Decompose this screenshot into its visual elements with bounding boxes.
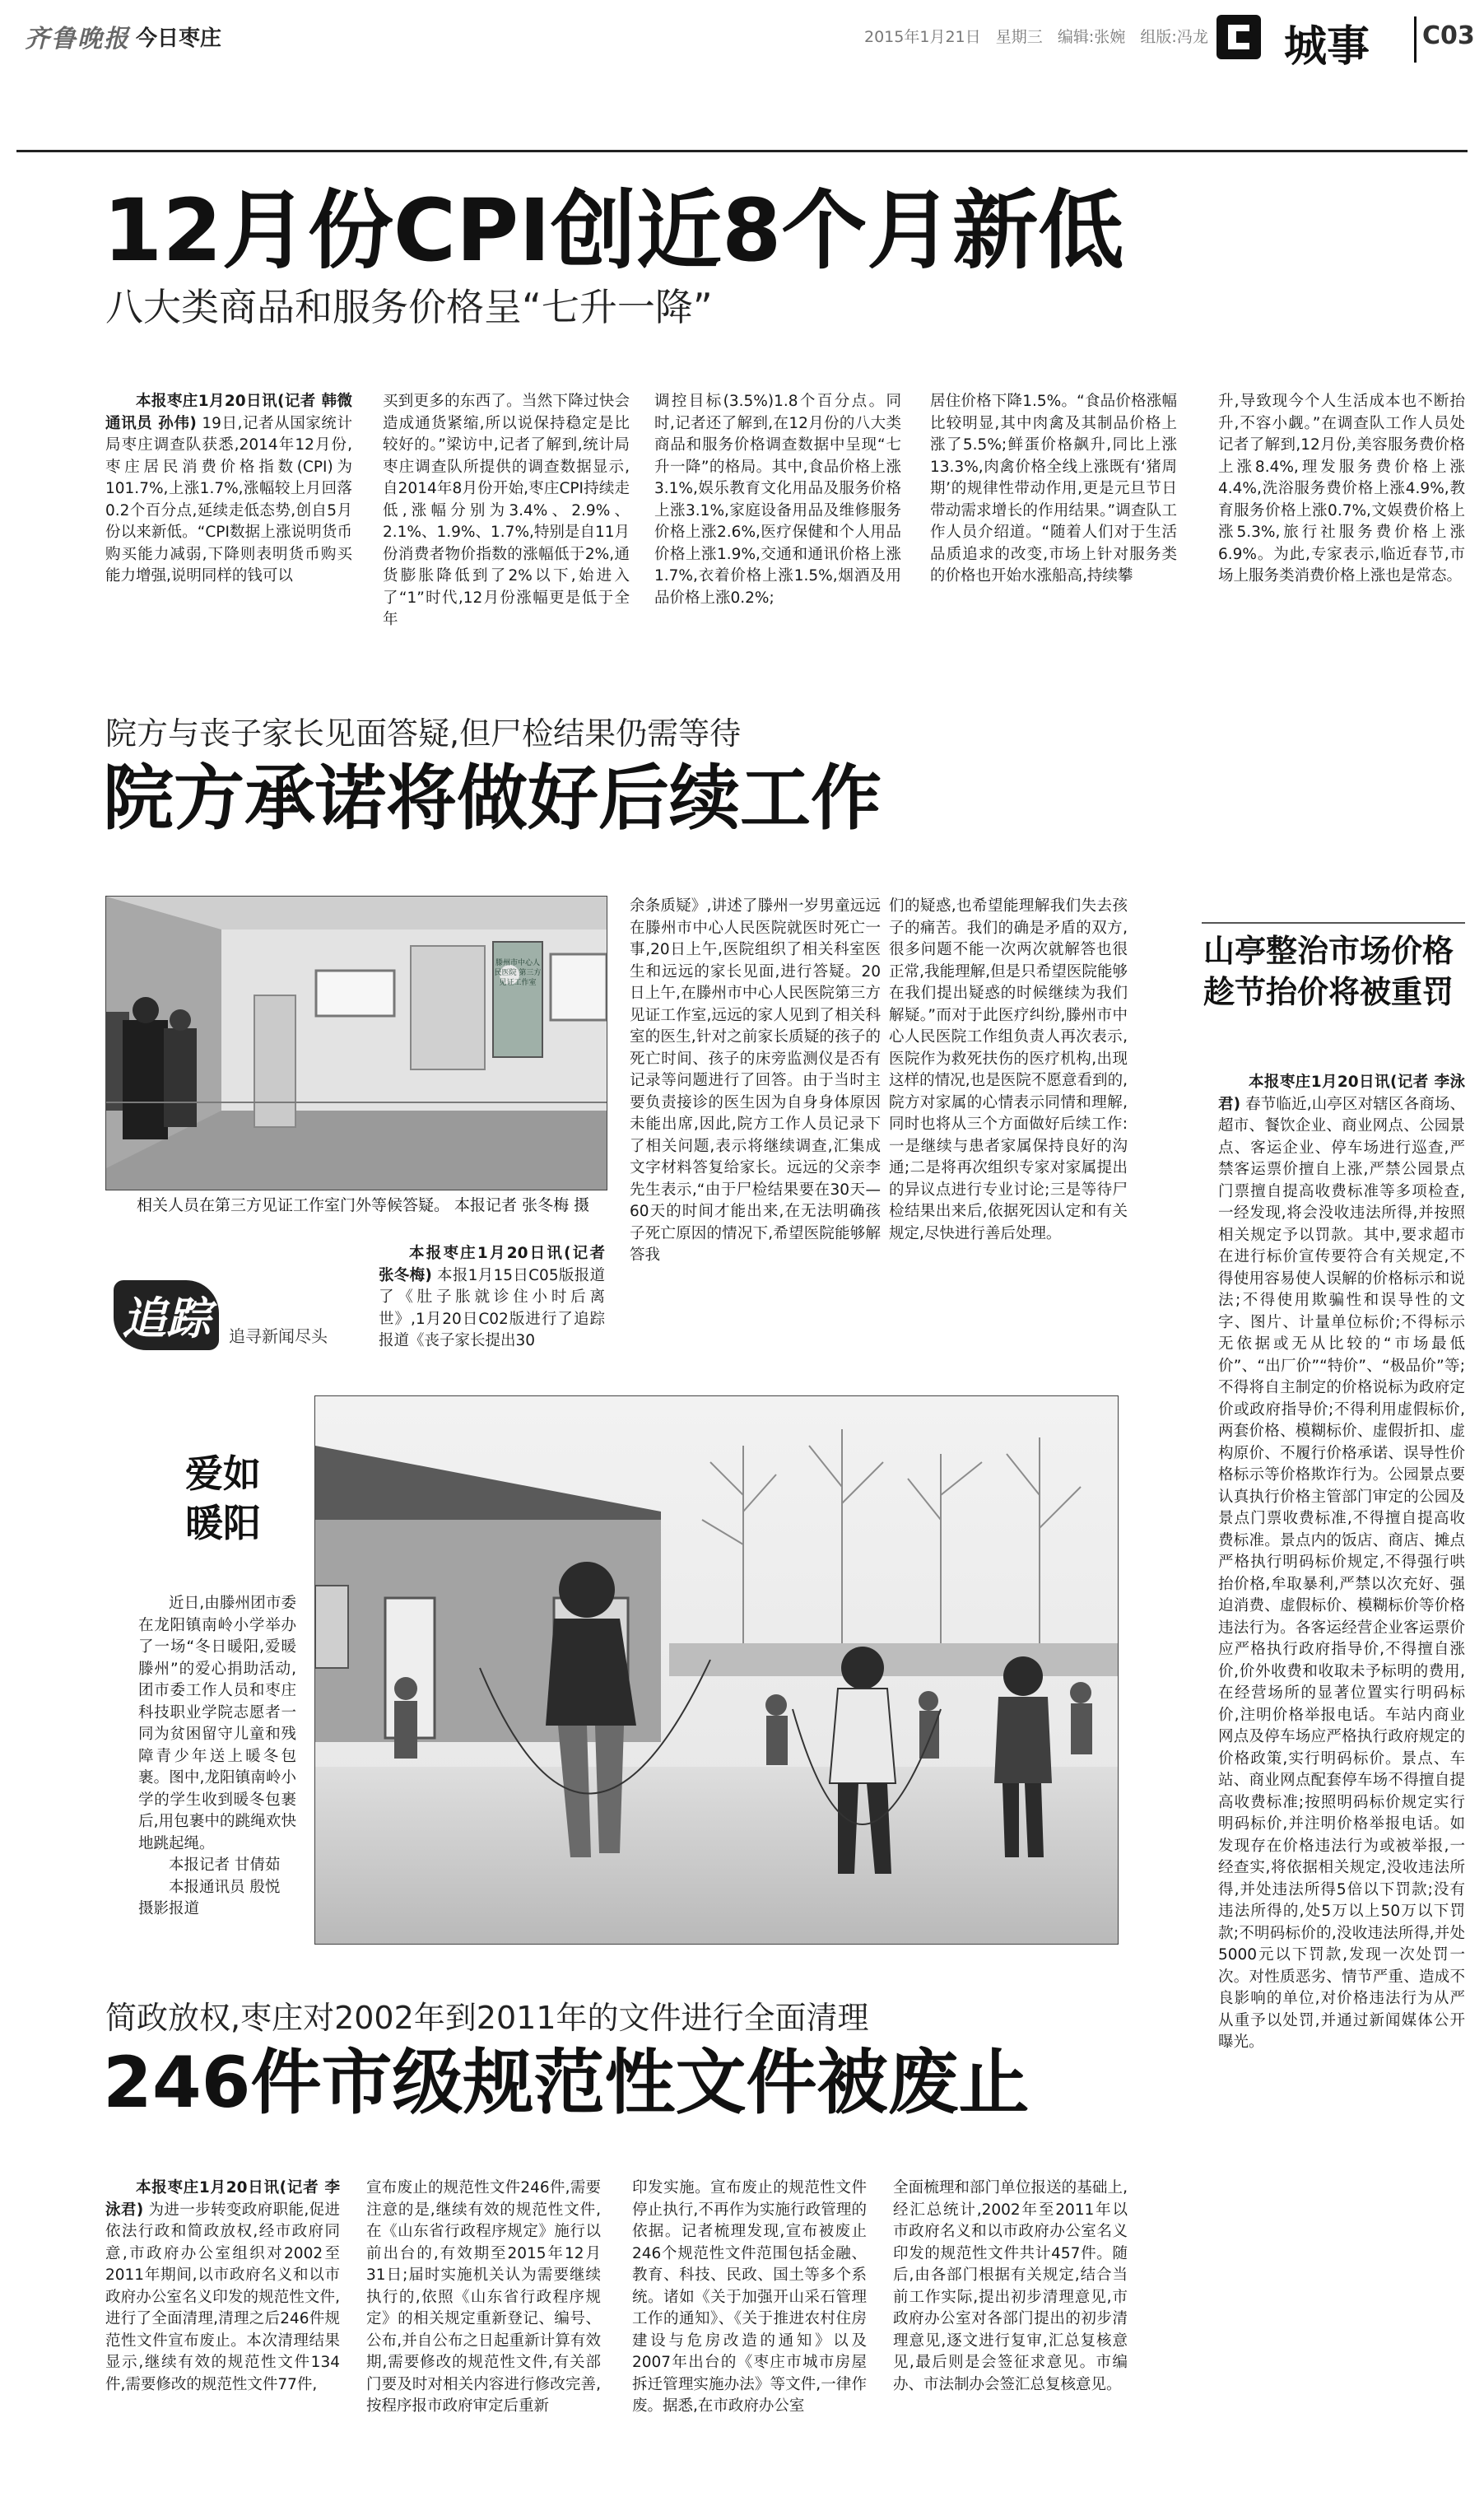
masthead-rule	[16, 150, 1468, 152]
section-title: 城事	[1284, 22, 1370, 72]
shanting-top-rule	[1202, 922, 1465, 924]
hospital-kicker: 院方与丧子家长见面答疑,但尸检结果仍需等待	[105, 715, 742, 752]
tracking-logo	[105, 1272, 369, 1354]
hospital-headline: 院方承诺将做好后续工作	[103, 757, 882, 840]
page-number: C03	[1422, 21, 1475, 50]
hospital-column-2: 余条质疑》,讲述了滕州一岁男童远远在滕州市中心人民医院就医时死亡一事,20日上午,医院组织了相关科室医生和远远的家长见面,进行答疑。20日上午,在滕州市中心人民医院第三方见证工作室,远远的家人见到了相关科室的医生,针对之前家长质疑的孩子的死亡时间、孩子的床旁监测仪是否有记录等问题进行了回答。由于当时主要负责接诊的医生因为自身身体原因未能出席,因此,院方工作人员记录下了相关问题,表示将继续调查,汇集成文字材料答复给家长。远远的父亲李先生表示,“由于尸检结果要在30天—60天的时间才能出来,在无法明确孩子死亡原因的情况下,希望医院能够解答我	[630, 897, 881, 1264]
shanting-headline-line2: 趁节抬价将被重罚	[1203, 974, 1454, 1010]
issue-editor: 编辑:张婉	[1057, 28, 1126, 46]
issue-date: 2015年1月21日	[864, 28, 981, 46]
section-name: 今日枣庄	[136, 26, 222, 51]
shanting-headline	[1203, 930, 1467, 1013]
issue-layout: 组版:冯龙	[1140, 28, 1208, 46]
warmth-credit-1: 本报记者 甘倩茹	[169, 1856, 281, 1874]
shanting-byline: 本报枣庄1月20日讯(记者 李泳君)	[1218, 1074, 1465, 1113]
issue-weekday: 星期三	[995, 28, 1043, 46]
hospital-column-1: 本报枣庄1月20日讯(记者 张冬梅) 本报1月15日C05版报道了《肚子胀就诊住小时后离世》,1月20日C02版进行了追踪报道《丧子家长提出30	[379, 1245, 605, 1349]
warmth-headline	[185, 1449, 261, 1548]
shanting-headline-line1: 山亭整治市场价格	[1203, 933, 1454, 969]
shanting-body: 本报枣庄1月20日讯(记者 李泳君) 春节临近,山亭区对辖区各商场、超市、餐饮企业、商业网点、公园景点、客运企业、停车场进行巡查,严禁客运票价擅自上涨,严禁公园景点门票擅自提高收费标准等多项检查,一经发现,将会没收违法所得,并按照相关规定予以罚款。其中,要求超市在进行标价宣传要符合有关规定,不得使用容易使人误解的价格标示和说法;不得使用欺骗性和误导性的文字、图片、计量单位标价;不得标示无依据或无从比较的“市场最低价”、“出厂价”“特价”、“极品价”等;不得将自主制定的价格说标为政府定价或政府指导价;不得利用虚假标价,两套价格、模糊标价、虚假折扣、虚构原价、不履行价格承诺、误导性价格标示等价格欺诈行为。公园景点要认真执行价格主管部门审定的公园及景点门票收费标准,不得擅自提高收费标准。景点内的饭店、商店、摊点严格执行明码标价规定,不得强行哄抬价格,牟取暴利,严禁以次充好、强迫消费、虚假标价、模糊标价等价格违法行为。各客运经营企业客运票价应严格执行政府指导价,不得擅自涨价,价外收费和收取未予标明的费用,在经营场所的显著位置实行明码标价,注明价格举报电话。车站内商业网点及停车场应严格执行政府规定的价格政策,实行明码标价。景点、车站、商业网点配套停车场不得擅自提高收费标准;按照明码标价规定实行明码标价,并注明价格举报电话。如发现存在价格违法行为或被举报,一经查实,将依据相关规定,没收违法所得,并处违法所得5倍以下罚款;没有违法所得的,处5万以上50万以下罚款;不明码标价的,没收违法所得,并处5000元以下罚款,发现一次处罚一次。对性质恶劣、情节严重、造成不良影响的单位,对价格违法行为从严从重予以处罚,并通过新闻媒体公开曝光。	[1218, 1074, 1465, 2051]
documents-column-1: 本报枣庄1月20日讯(记者 李泳君) 为进一步转变政府职能,促进依法行政和简政放权,经市政府同意,市政府办公室组织对2002至2011年期间,以市政府名义和以市政府办公室名义印发的规范性文件,进行了全面清理,清理之后246件规范性文件宣布废止。本次清理结果显示,继续有效的规范性文件134件,需要修改的规范性文件77件,	[105, 2179, 340, 2393]
documents-column-4: 全面梳理和部门单位报送的基础上,经汇总统计,2002年至2011年以市政府名义和以市政府办公室名义印发的规范性文件共计457件。随后,由各部门根据有关规定,结合当前工作实际,提出初步清理意见,市政府办公室对各部门提出的初步清理意见,逐文进行复审,汇总复核意见,最后则是会签征求意见。市编办、市法制办会签汇总复核意见。	[893, 2179, 1128, 2393]
section-flag-icon	[1217, 15, 1261, 59]
documents-headline: 246件市级规范性文件被废止	[103, 2042, 1030, 2124]
issue-info	[864, 25, 1208, 47]
paper-logo: 齐鲁晚报	[25, 25, 130, 54]
cpi-headline: 12月份CPI创近8个月新低	[103, 180, 1124, 281]
rope-skipping-photo	[314, 1395, 1119, 1945]
tracking-logo-mark: 追踪	[114, 1280, 219, 1350]
cpi-column-4: 居住价格下降1.5%。“食品价格涨幅比较明显,其中肉禽及其制品价格上涨了5.5%;鲜蛋价格飙升,同比上涨13.3%,肉禽价格全线上涨既有‘猪周期’的规律性带动作用,更是元旦节日带动需求增长的作用结果。”调查队工作人员介绍道。“随着人们对于生活品质追求的改变,市场上针对服务类的价格也开始水涨船高,持续攀	[930, 393, 1177, 585]
warmth-body: 近日,由滕州团市委在龙阳镇南岭小学举办了一场“冬日暖阳,爱暖滕州”的爱心捐助活动,团市委工作人员和枣庄科技职业学院志愿者一同为贫困留守儿童和残障青少年送上暖冬包裹。图中,龙阳镇南岭小学的学生收到暖冬包裹后,用包裹中的跳绳欢快地跳起绳。 本报记者 甘倩茹 本报通讯员 殷悦 摄影报道	[138, 1593, 296, 2054]
documents-kicker: 简政放权,枣庄对2002年到2011年的文件进行全面清理	[105, 2000, 869, 2036]
hospital-byline: 本报枣庄1月20日讯(记者 张冬梅)	[379, 1245, 605, 1284]
hospital-door-sign: 滕州市中心人民医院 第三方见证工作室	[494, 959, 542, 987]
cpi-column-2: 买到更多的东西了。当然下降过快会造成通货紧缩,所以说保持稳定是比较好的。”梁访中,记者了解到,统计局枣庄调查队所提供的调查数据显示,自2014年8月份开始,枣庄CPI持续走低,涨幅分别为3.4%、2.9%、2.1%、1.9%、1.7%,特别是自11月份消费者物价指数的涨幅低于2%,通货膨胀降低到了2%以下,始进入了“1”时代,12月份涨幅更是低于全年	[383, 393, 630, 626]
documents-column-2: 宣布废止的规范性文件246件,需要注意的是,继续有效的规范性文件,在《山东省行政程序规定》施行以前出台的,有效期至2015年12月31日;届时实施机关认为需要继续执行的,依照《山东省行政程序规定》的相关规定重新登记、编号、公布,并自公布之日起重新计算有效期,需要修改的规范性文件,有关部门要及时对相关内容进行修改完善,按程序报市政府审定后重新	[366, 2179, 601, 2415]
warmth-credit-2: 本报通讯员 殷悦	[169, 1878, 281, 1896]
warmth-headline-line1: 爱如	[185, 1451, 261, 1496]
cpi-column-3: 调控目标(3.5%)1.8个百分点。同时,记者还了解到,在12月份的八大类商品和服务价格调查数据中呈现“七升一降”的格局。其中,食品价格上涨3.1%,娱乐教育文化用品及服务价格上涨3.1%,家庭设备用品及维修服务价格上涨2.6%,医疗保健和个人用品价格上涨1.9%,交通和通讯价格上涨1.7%,衣着价格上涨1.5%,烟酒及用品价格上涨0.2%;	[654, 393, 901, 607]
documents-byline: 本报枣庄1月20日讯(记者 李泳君)	[105, 2179, 340, 2219]
hospital-column-3: 们的疑惑,也希望能理解我们失去孩子的痛苦。我们的确是矛盾的双方,很多问题不能一次两次就解答也很正常,我能理解,但是只希望医院能够在我们提出疑惑的时候继续为我们解疑。”而对于此医疗纠纷,滕州市中心人民医院工作组负责人再次表示,医院作为救死扶伤的医疗机构,出现这样的情况,也是医院不愿意看到的,院方对家属的心情表示同情和理解,同时也将从三个方面做好后续工作:一是继续与患者家属保持良好的沟通;二是将再次组织专家对家属提出的异议点进行专业讨论;三是等待尸检结果出来后,依据死因认定和有关规定,尽快进行善后处理。	[889, 897, 1128, 1242]
title-divider	[1414, 16, 1417, 63]
hospital-photo-caption: 相关人员在第三方见证工作室门外等候答疑。 本报记者 张冬梅 摄	[137, 1196, 590, 1214]
documents-column-3: 印发实施。宣布废止的规范性文件停止执行,不再作为实施行政管理的依据。记者梳理发现,宣布被废止246个规范性文件范围包括金融、教育、科技、民政、国土等多个系统。诸如《关于加强开山采石管理工作的通知》、《关于推进农村住房建设与危房改造的通知》以及2007年出台的《枣庄市城市房屋拆迁管理实施办法》等文件,一律作废。据悉,在市政府办公室	[632, 2179, 867, 2415]
hospital-photo	[105, 896, 607, 1190]
cpi-byline: 本报枣庄1月20日讯(记者 韩微 通讯员 孙伟)	[105, 393, 352, 432]
cpi-column-5: 升,导致现今个人生活成本也不断抬升,不容小觑。”在调查队工作人员处记者了解到,12月份,美容服务费价格上涨8.4%,理发服务费价格上涨4.4%,洗浴服务费价格上涨4.9%,教育服务价格上涨0.7%,文娱费价格上涨5.3%,旅行社服务费价格上涨6.9%。为此,专家表示,临近春节,市场上服务类消费价格上涨也是常态。	[1218, 393, 1465, 585]
warmth-credit-3: 摄影报道	[138, 1900, 200, 1917]
warmth-headline-line2: 暖阳	[185, 1501, 261, 1545]
cpi-column-1: 本报枣庄1月20日讯(记者 韩微 通讯员 孙伟) 19日,记者从国家统计局枣庄调查队获悉,2014年12月份,枣庄居民消费价格指数(CPI)为101.7%,上涨1.7%,涨幅较上月回落0.2个百分点,延续走低态势,创自5月份以来新低。“CPI数据上涨说明货币购买能力减弱,下降则表明货币购买能力增强,说明同样的钱可以	[105, 393, 352, 585]
tracking-logo-sub: 追寻新闻尽头	[229, 1326, 328, 1346]
cpi-subhead: 八大类商品和服务价格呈“七升一降”	[105, 285, 713, 329]
